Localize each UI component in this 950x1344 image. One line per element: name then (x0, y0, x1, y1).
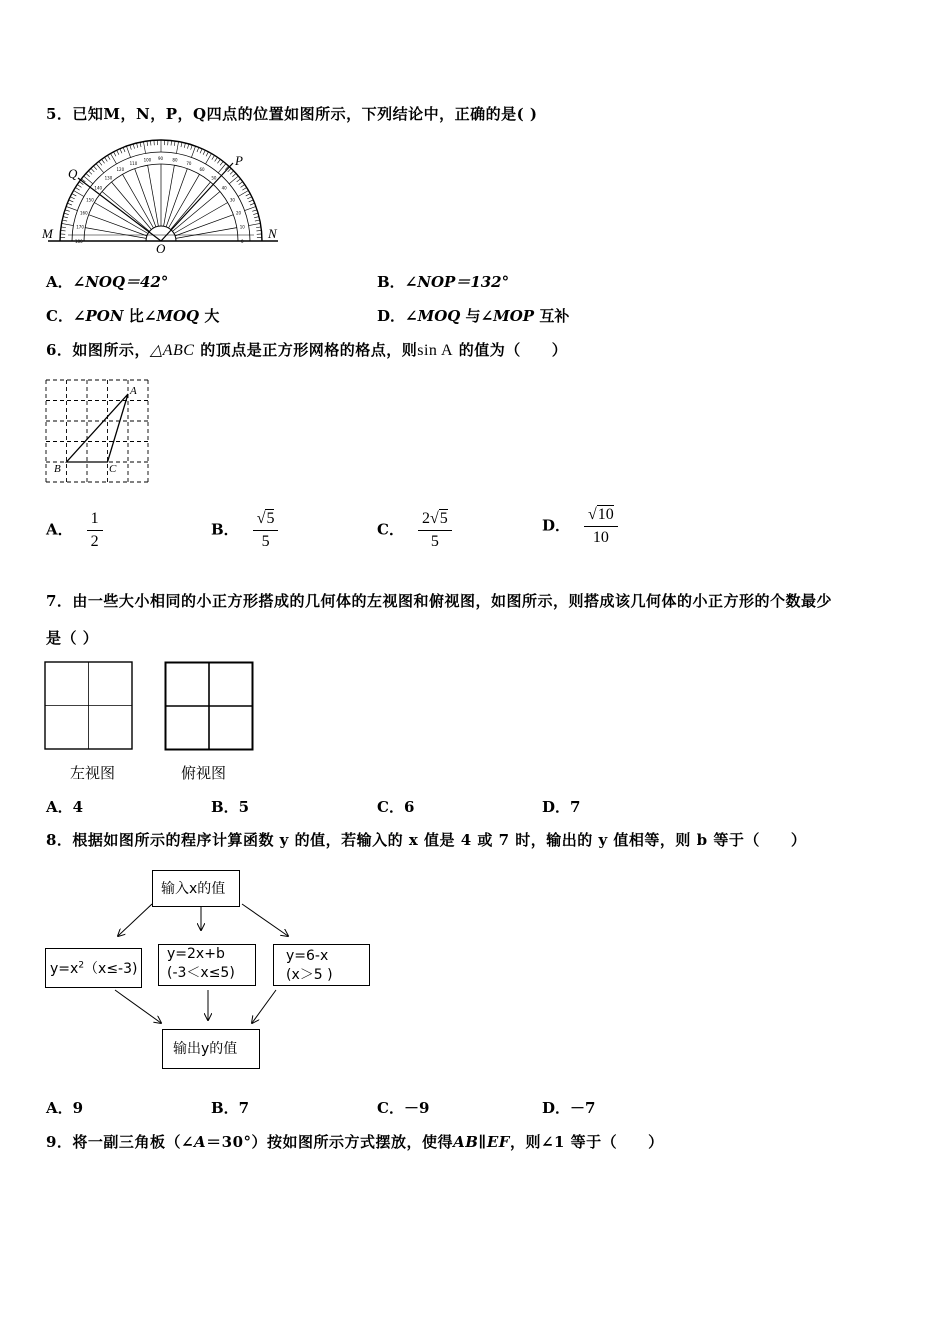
label-N: N (268, 226, 277, 241)
top-view-label: 俯视图 (181, 764, 227, 782)
protractor-tick (147, 141, 148, 146)
protractor-tick (255, 220, 260, 221)
protractor-tick (176, 142, 178, 154)
label-A: A (130, 385, 137, 397)
protractor-tick (249, 223, 261, 225)
q5-option-c[interactable] (46, 305, 219, 326)
protractor-tick (62, 223, 74, 225)
stem-math: △ABC (149, 342, 195, 359)
stem-text: ∥ (478, 1133, 487, 1151)
protractor-tick (130, 145, 132, 150)
q5-option-b[interactable] (377, 271, 509, 292)
option-text: ∠PON (72, 307, 124, 325)
protractor-tick (256, 227, 261, 228)
protractor-degree-label: 30 (229, 197, 235, 203)
input-box: 输入x的值 (152, 870, 240, 907)
protractor-degree-label: 60 (199, 167, 205, 173)
radicand: 5 (439, 510, 448, 527)
radicand: 10 (597, 506, 614, 523)
protractor-degree-label: 50 (211, 175, 217, 181)
ray-OP (161, 163, 233, 241)
protractor-tick (215, 157, 218, 161)
option-text: 比 (123, 307, 144, 325)
protractor-degree-label: 150 (86, 197, 94, 203)
stem-math: ∠A (180, 1133, 207, 1151)
output-box: 输出y的值 (162, 1029, 260, 1069)
protractor-tick (232, 173, 236, 176)
protractor-tick (230, 171, 234, 174)
protractor-tick (117, 150, 119, 154)
q5-option-a[interactable] (46, 271, 168, 292)
exponent: 2 (78, 960, 85, 971)
numerator: 1 (87, 510, 103, 531)
protractor-tick (197, 147, 199, 152)
option-label: C． (46, 307, 73, 325)
option-label: A． (46, 273, 73, 291)
triangle-ABC (67, 394, 129, 462)
protractor-tick (137, 143, 138, 148)
protractor-tick (120, 149, 122, 154)
grid-triangle-figure (44, 378, 152, 484)
q8-option-b[interactable]: B．7 (211, 1099, 250, 1117)
protractor-tick (143, 142, 145, 154)
option-text: ∠NOP＝132° (404, 273, 510, 291)
protractor-ray-100 (148, 165, 159, 226)
condition: （x≤-3) (84, 961, 138, 977)
protractor-degree-label: 120 (116, 167, 125, 173)
branch-right-box (273, 944, 370, 986)
option-label: C． (377, 520, 404, 539)
stem-text: 9．将一副三角板（ (46, 1133, 181, 1151)
protractor-tick (245, 206, 256, 210)
fraction (418, 510, 452, 551)
label-B: B (54, 463, 61, 475)
protractor-tick (247, 197, 251, 199)
protractor-tick (187, 144, 188, 149)
option-text: ∠MOP (480, 307, 535, 325)
protractor-ray-80 (164, 165, 175, 226)
question-7-stem-line2: 是（ ） (46, 629, 99, 647)
top-view-figure (164, 661, 256, 751)
branch-left-box (45, 948, 142, 988)
q6-option-b[interactable] (211, 510, 278, 551)
denominator: 2 (90, 533, 99, 550)
protractor-tick (61, 230, 66, 231)
sqrt-sign: √ (588, 506, 597, 523)
formula: y=2x+b (167, 946, 225, 962)
protractor-tick (96, 164, 104, 173)
option-label: B． (211, 520, 239, 539)
protractor-degree-label: 140 (94, 185, 103, 191)
denominator: 10 (592, 529, 609, 546)
arrow-to-right (242, 904, 288, 936)
option-text: 互补 (534, 307, 570, 325)
protractor-degree-label: 10 (239, 224, 245, 230)
branch-mid-box (158, 944, 256, 986)
protractor-ray-110 (135, 169, 156, 227)
option-text: 大 (199, 307, 220, 325)
q8-option-a[interactable]: A．9 (46, 1099, 84, 1117)
fraction (253, 510, 279, 551)
q8-option-c[interactable]: C．－9 (377, 1099, 430, 1117)
protractor-tick (174, 141, 175, 146)
protractor-tick (77, 185, 81, 188)
option-label: D． (542, 516, 571, 535)
protractor-tick (69, 200, 74, 202)
q6-option-a[interactable] (46, 510, 103, 551)
formula: y=x (50, 961, 79, 977)
protractor-tick (65, 210, 70, 212)
protractor-tick (181, 142, 182, 147)
question-9-stem (46, 1131, 664, 1152)
protractor-tick (171, 141, 172, 146)
question-5-stem: 5．已知M，N，P，Q四点的位置如图所示，下列结论中，正确的是( ) (46, 105, 538, 123)
protractor-figure (40, 138, 290, 256)
q7-option-c[interactable]: C．6 (377, 798, 415, 816)
arrow-right-to-output (252, 990, 276, 1023)
label-M: M (42, 226, 53, 241)
protractor-ray-160 (89, 215, 147, 236)
protractor-degree-label: 130 (104, 175, 113, 181)
protractor-tick (133, 144, 134, 149)
question-6-stem (46, 339, 567, 360)
protractor-ray-70 (166, 169, 187, 227)
protractor-tick (250, 203, 255, 205)
coefficient: 2 (421, 510, 430, 527)
protractor-tick (252, 210, 257, 212)
condition: (-3＜x≤5) (167, 965, 235, 981)
protractor-tick (63, 217, 68, 218)
protractor-tick (70, 197, 74, 199)
option-label: D． (377, 307, 406, 325)
protractor-tick (105, 157, 108, 161)
q6-option-c[interactable] (377, 510, 452, 551)
protractor-degree-label: 70 (186, 161, 192, 167)
protractor-tick (246, 194, 250, 196)
protractor-tick (200, 149, 202, 154)
condition: (x＞5 ) (286, 967, 333, 983)
protractor-tick (242, 187, 246, 190)
stem-math: AB (453, 1133, 479, 1151)
left-view-figure (44, 661, 134, 751)
protractor-tick (254, 217, 259, 218)
protractor-tick (217, 159, 220, 163)
question-8-stem: 8．根据如图所示的程序计算函数 y 的值，若输入的 x 值是 4 或 7 时，输出的 y 值相等，则 b 等于（ ） (46, 831, 807, 849)
protractor-tick (191, 145, 193, 150)
protractor-tick (191, 146, 195, 157)
protractor-degree-label: 110 (129, 161, 138, 167)
q6-option-d[interactable] (542, 506, 618, 547)
protractor-tick (256, 230, 261, 231)
protractor-tick (229, 176, 238, 184)
sqrt-sign: √ (256, 510, 266, 527)
protractor-tick (126, 146, 130, 157)
protractor-degree-label: 170 (76, 224, 84, 230)
protractor-tick (114, 152, 116, 156)
protractor-degree-label: 100 (143, 157, 152, 163)
stem-math: EF (486, 1133, 510, 1151)
protractor-tick (62, 220, 67, 221)
protractor-ray-10 (176, 228, 237, 239)
formula: y=6-x (286, 948, 329, 964)
label-P: P (235, 153, 243, 168)
numerator (584, 506, 618, 527)
radicand: 5 (266, 510, 275, 527)
numerator (253, 510, 279, 531)
q7-option-a[interactable]: A．4 (46, 798, 84, 816)
protractor-degree-label: 80 (172, 157, 178, 163)
protractor-tick (67, 203, 72, 205)
arrow-left-to-output (115, 990, 161, 1023)
fraction (87, 510, 103, 551)
fraction (584, 506, 618, 547)
protractor-tick (241, 185, 245, 188)
stem-text: 6．如图所示， (46, 341, 150, 359)
protractor-tick (123, 147, 125, 152)
protractor-tick (206, 152, 208, 156)
stem-text: ＝30°）按如图所示方式摆放，使得 (206, 1133, 454, 1151)
protractor-degree-label: 20 (235, 210, 242, 216)
option-text: ∠MOQ (143, 307, 200, 325)
protractor-tick (93, 166, 96, 170)
protractor-tick (212, 155, 215, 159)
option-text: ∠NOQ＝42° (72, 273, 169, 291)
protractor-tick (237, 179, 241, 182)
left-view-label: 左视图 (70, 764, 116, 782)
protractor-ray-20 (175, 215, 233, 236)
stem-text: 的顶点是正方形网格的格点，则 (194, 341, 418, 359)
q8-option-d[interactable]: D．－7 (542, 1099, 596, 1117)
protractor-tick (72, 194, 76, 196)
stem-text: 的值为（ ） (453, 341, 568, 359)
question-7-stem-line1: 7．由一些大小相同的小正方形搭成的几何体的左视图和俯视图，如图所示，则搭成该几何体的小正方形的个数最少 (46, 592, 832, 610)
protractor-degree-label: 0 (241, 239, 244, 244)
protractor-tick (99, 161, 102, 165)
denominator: 5 (430, 533, 439, 550)
label-Q: Q (68, 166, 78, 181)
numerator (418, 510, 452, 531)
option-label: B． (377, 273, 405, 291)
option-text: 与 (460, 307, 481, 325)
label-C: C (109, 463, 117, 475)
protractor-tick (249, 200, 254, 202)
protractor-tick (239, 182, 243, 185)
option-label: A． (46, 520, 73, 539)
protractor-tick (102, 159, 105, 163)
stem-math: sin A (417, 342, 454, 359)
arrow-to-left (118, 904, 152, 936)
q5-option-d[interactable] (377, 305, 569, 326)
protractor-tick (61, 227, 66, 228)
denominator: 5 (261, 533, 270, 550)
protractor-tick (86, 173, 90, 176)
protractor-degree-label: 40 (221, 185, 227, 191)
sqrt-sign: √ (429, 510, 439, 527)
label-O: O (156, 241, 166, 256)
protractor-tick (140, 142, 141, 147)
protractor-tick (75, 187, 79, 190)
protractor-ray-170 (85, 228, 146, 239)
q7-option-d[interactable]: D．7 (542, 798, 581, 816)
protractor-degree-label: 90 (158, 156, 164, 161)
stem-text: ，则∠1 等于（ ） (509, 1133, 664, 1151)
protractor-tick (203, 150, 205, 154)
option-text: ∠MOQ (405, 307, 461, 325)
protractor-tick (66, 206, 77, 210)
protractor-degree-label: 180 (75, 239, 83, 244)
protractor-degree-label: 160 (80, 210, 88, 216)
protractor-tick (184, 143, 185, 148)
protractor-tick (220, 161, 223, 165)
protractor-tick (91, 168, 94, 172)
protractor-tick (253, 213, 258, 214)
protractor-tick (64, 213, 69, 214)
protractor-tick (150, 141, 151, 146)
q7-option-b[interactable]: B．5 (211, 798, 250, 816)
protractor-tick (88, 171, 92, 174)
protractor-tick (107, 155, 110, 159)
